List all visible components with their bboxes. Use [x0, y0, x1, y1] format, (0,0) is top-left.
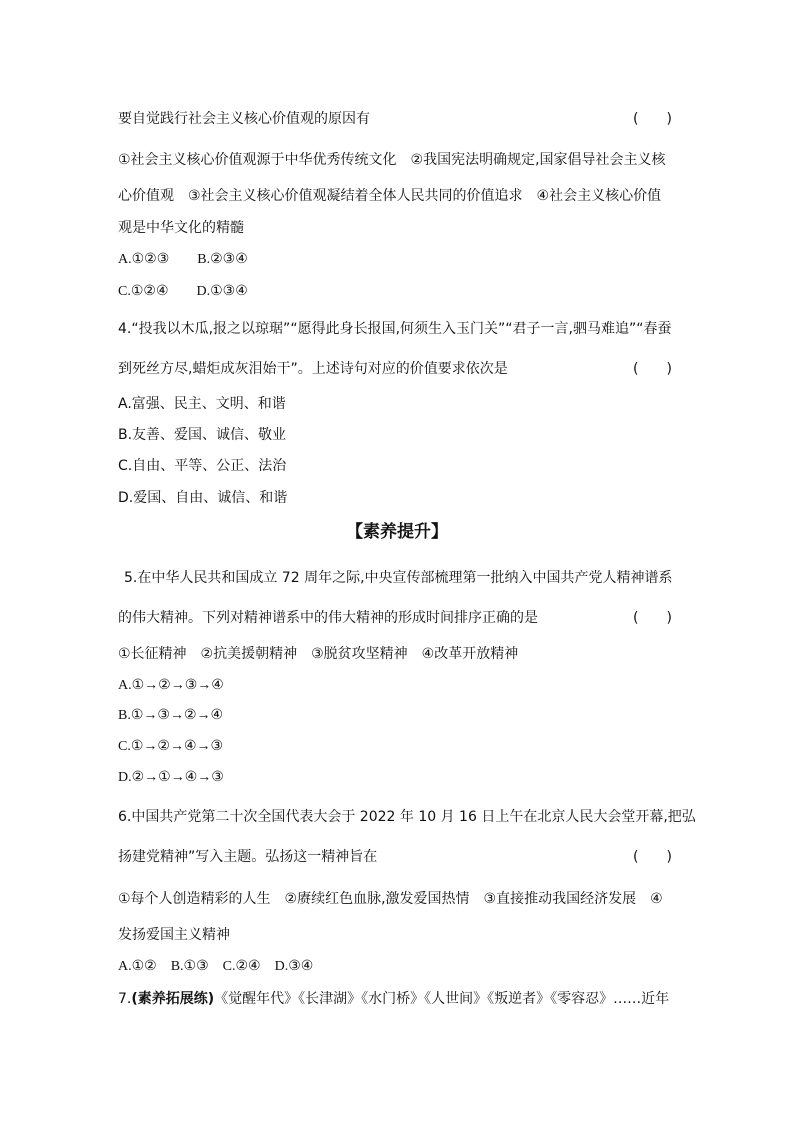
- q6-stem-line1: 6.中国共产党第二十次全国代表大会于 2022 年 10 月 16 日上午在北京人民大会堂开幕,把弘: [118, 809, 696, 825]
- q5-option-d: D.②→①→④→③: [118, 770, 224, 785]
- q5-statements: ①长征精神 ②抗美援朝精神 ③脱贫攻坚精神 ④改革开放精神: [118, 646, 519, 662]
- q5-option-b: B.①→③→②→④: [118, 708, 224, 723]
- q4-stem-line1: 4.“投我以木瓜,报之以琼琚”“愿得此身长报国,何须生入玉门关”“君子一言,驷马难追”“春蚕: [118, 321, 672, 337]
- q4-option-a: A.富强、民主、文明、和谐: [118, 396, 286, 412]
- q5-answer-paren: ( ): [633, 610, 672, 626]
- q3-answer-paren: ( ): [633, 111, 672, 127]
- q4-option-c: C.自由、平等、公正、法治: [118, 458, 287, 474]
- q4-answer-paren: ( ): [633, 361, 672, 377]
- q7-stem-line1: [118, 990, 678, 1008]
- q4-option-d: D.爱国、自由、诚信、和谐: [118, 490, 288, 506]
- q3-statements-line1: ①社会主义核心价值观源于中华优秀传统文化 ②我国宪法明确规定,国家倡导社会主义核: [118, 152, 666, 168]
- q4-stem-line2: 到死丝方尽,蜡炬成灰泪始干”。上述诗句对应的价值要求依次是: [118, 361, 508, 377]
- section-heading: 【素养提升】: [346, 522, 448, 542]
- q5-stem-line2: 的伟大精神。下列对精神谱系中的伟大精神的形成时间排序正确的是: [118, 610, 538, 626]
- q3-options-cd: C.①②④ D.①③④: [118, 284, 248, 299]
- q3-statements-line2: 心价值观 ③社会主义核心价值观凝结着全体人民共同的价值追求 ④社会主义核心价值: [118, 188, 662, 204]
- q5-option-a: A.①→②→③→④: [118, 678, 224, 693]
- q3-options-ab: A.①②③ B.②③④: [118, 252, 248, 267]
- q7-stem-text: 《觉醒年代》《长津湖》《水门桥》《人世间》《叛逆者》《零容忍》……近年: [214, 991, 670, 1007]
- q6-options: A.①② B.①③ C.②④ D.③④: [118, 959, 314, 974]
- q6-stem-line2: 扬建党精神”写入主题。弘扬这一精神旨在: [118, 849, 378, 865]
- q7-number: 7.: [118, 991, 132, 1007]
- q6-statements-line2: 发扬爱国主义精神: [118, 927, 230, 943]
- q4-option-b: B.友善、爱国、诚信、敬业: [118, 427, 287, 443]
- q7-tag: (素养拓展练): [131, 991, 215, 1007]
- q5-stem-line1: 5.在中华人民共和国成立 72 周年之际,中央宣传部梳理第一批纳入中国共产党人精神谱系: [124, 570, 673, 586]
- q6-answer-paren: ( ): [633, 849, 672, 865]
- q3-stem: 要自觉践行社会主义核心价值观的原因有: [118, 111, 370, 127]
- q6-statements-line1: ①每个人创造精彩的人生 ②赓续红色血脉,激发爱国热情 ③直接推动我国经济发展 ④: [118, 891, 663, 907]
- q5-option-c: C.①→②→④→③: [118, 739, 224, 754]
- q3-statements-line3: 观是中华文化的精髓: [118, 220, 244, 236]
